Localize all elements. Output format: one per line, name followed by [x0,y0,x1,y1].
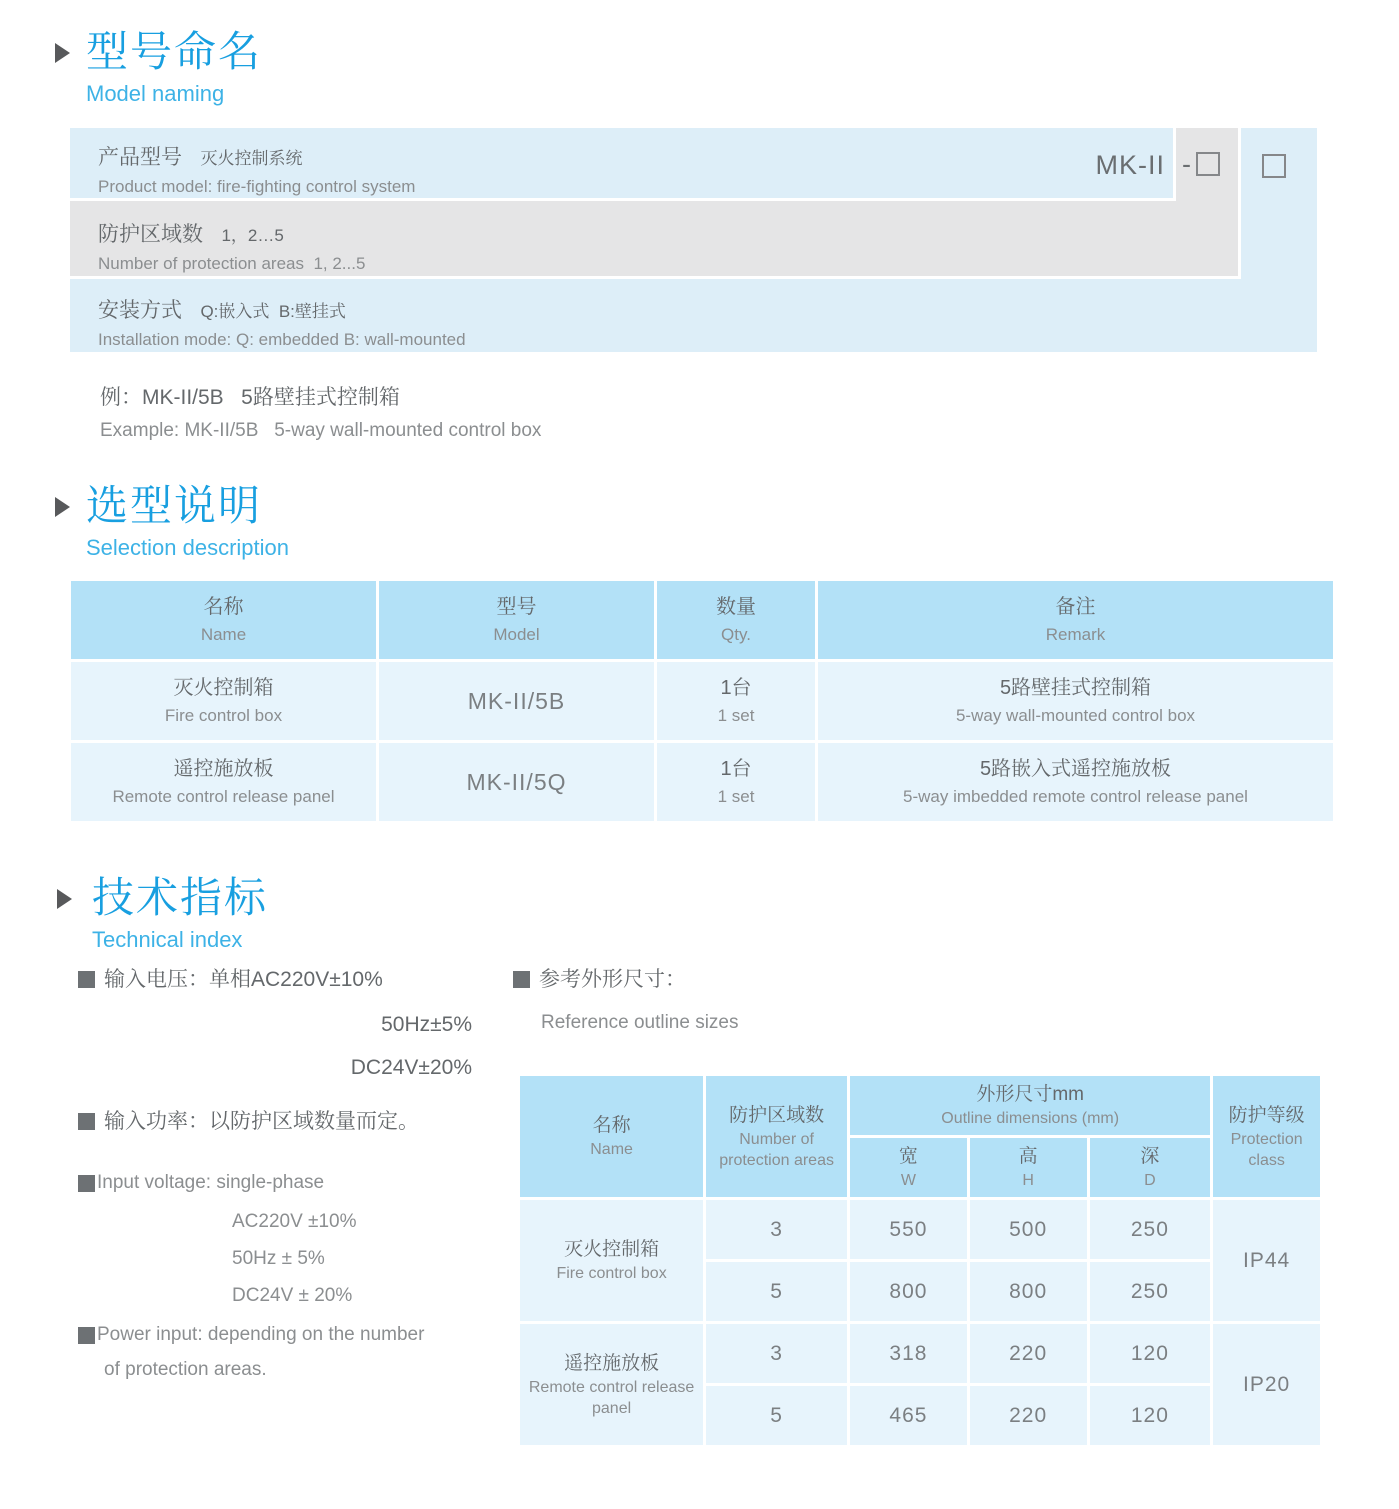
model-code-installation-slot [1262,154,1286,183]
bullet-square-icon [513,971,530,988]
spec-input-power-en: Power input: depending on the number [78,1322,472,1348]
cell-height: 220 [970,1386,1087,1445]
cell-areas: 3 [706,1200,847,1259]
naming-row-en: Product model: fire-fighting control system [98,177,416,196]
cell-remark: 5路壁挂式控制箱 5-way wall-mounted control box [818,662,1333,740]
bullet-square-icon [78,971,95,988]
cell-width: 318 [850,1324,967,1383]
cell-areas: 5 [706,1386,847,1445]
cell-depth: 250 [1090,1200,1211,1259]
naming-row-en: Number of protection areas 1, 2...5 [98,254,366,273]
example-line-cn: 例：MK-II/5B 5路壁挂式控制箱 [100,386,400,409]
section-subtitle-technical: Technical index [92,927,243,953]
header-cell-qty: 数量 Qty. [657,581,815,659]
spec-voltage-line: DC24V±20% [350,1056,472,1079]
cell-areas: 5 [706,1262,847,1321]
cell-name: 灭火控制箱 Fire control box [71,662,376,740]
naming-row-product [98,141,415,197]
cell-height: 500 [970,1200,1087,1259]
cell-height: 220 [970,1324,1087,1383]
cell-depth: 120 [1090,1386,1211,1445]
section-arrow-icon [55,43,70,63]
technical-specs [78,966,472,1383]
cell-name: 遥控施放板 Remote control release panel [520,1324,703,1445]
code-box-icon [1262,154,1286,178]
dimensions-table [517,1073,1323,1448]
section-subtitle-model-naming: Model naming [86,81,225,107]
selection-table-header-row [71,581,1333,659]
spec-voltage-line-en: DC24V ± 20% [232,1285,353,1306]
spec-input-voltage-en: Input voltage: single-phase [78,1170,472,1196]
header-cell-width: 宽 W [850,1138,967,1197]
naming-row-note: 1，2…5 [221,226,284,245]
cell-areas: 3 [706,1324,847,1383]
naming-row-label: 安装方式 [98,299,182,322]
model-code-prefix: MK-II [1095,150,1165,180]
cell-qty: 1台 1 set [657,662,815,740]
spec-voltage-line-en: AC220V ±10% [232,1211,357,1232]
naming-row-note: 灭火控制系统 [200,149,303,168]
header-cell-height: 高 H [970,1138,1087,1197]
section-header-selection [55,484,289,561]
spec-input-power-cn: 输入功率：以防护区域数量而定。 [78,1108,472,1136]
section-title-model-naming: 型号命名 [86,28,263,75]
naming-row-note: Q:嵌入式 B:壁挂式 [200,302,346,321]
code-box-icon [1196,152,1220,176]
naming-row-label: 产品型号 [98,146,182,169]
cell-name: 灭火控制箱 Fire control box [520,1200,703,1321]
bullet-square-icon [78,1327,95,1344]
cell-protection-class: IP20 [1213,1324,1320,1445]
table-row [520,1324,1320,1383]
cell-depth: 250 [1090,1262,1211,1321]
cell-model: MK-II/5B [379,662,654,740]
section-arrow-icon [55,497,70,517]
cell-height: 800 [970,1262,1087,1321]
cell-width: 800 [850,1262,967,1321]
table-row [71,662,1333,740]
naming-row-en: Installation mode: Q: embedded B: wall-mounted [98,330,466,349]
example-line-en: Example: MK-II/5B 5-way wall-mounted control box [100,420,542,441]
cell-width: 465 [850,1386,967,1445]
cell-protection-class: IP44 [1213,1200,1320,1321]
outline-sizes-label-en: Reference outline sizes [541,1012,739,1033]
section-subtitle-selection: Selection description [86,535,290,561]
cell-qty: 1台 1 set [657,743,815,821]
section-header-model-naming [55,30,262,107]
section-title-selection: 选型说明 [86,482,263,529]
header-cell-model: 型号 Model [379,581,654,659]
outline-sizes-label: 参考外形尺寸： [513,966,686,994]
cell-depth: 120 [1090,1324,1211,1383]
naming-row-installation [98,294,466,350]
header-cell-protection-areas: 防护区域数 Number of protection areas [706,1076,847,1197]
spec-voltage-line: 50Hz±5% [381,1013,472,1036]
model-naming-diagram [70,128,1317,352]
spec-input-voltage-cn: 输入电压：单相AC220V±10% [78,966,472,994]
cell-remark: 5路嵌入式遥控施放板 5-way imbedded remote control release panel [818,743,1333,821]
header-cell-outline-dimensions: 外形尺寸mm Outline dimensions (mm) [850,1076,1210,1135]
section-title-technical: 技术指标 [92,874,269,921]
model-code-dash: - [1182,149,1191,179]
section-header-technical [57,876,268,953]
bullet-square-icon [78,1113,95,1130]
spec-input-power-en-cont: of protection areas. [104,1359,267,1380]
model-code-areas-slot [1182,149,1220,179]
bullet-square-icon [78,1175,95,1192]
cell-model: MK-II/5Q [379,743,654,821]
dimensions-header-row [520,1076,1320,1135]
table-row [520,1200,1320,1259]
cell-width: 550 [850,1200,967,1259]
spec-voltage-line-en: 50Hz ± 5% [232,1248,325,1269]
section-arrow-icon [57,889,72,909]
header-cell-name: 名称 Name [520,1076,703,1197]
cell-name: 遥控施放板 Remote control release panel [71,743,376,821]
header-cell-remark: 备注 Remark [818,581,1333,659]
header-cell-name: 名称 Name [71,581,376,659]
selection-table [68,578,1336,824]
naming-row-areas [98,218,365,274]
header-cell-depth: 深 D [1090,1138,1211,1197]
header-cell-protection-class: 防护等级 Protection class [1213,1076,1320,1197]
table-row [71,743,1333,821]
naming-row-label: 防护区域数 [98,223,203,246]
naming-example [100,381,541,442]
